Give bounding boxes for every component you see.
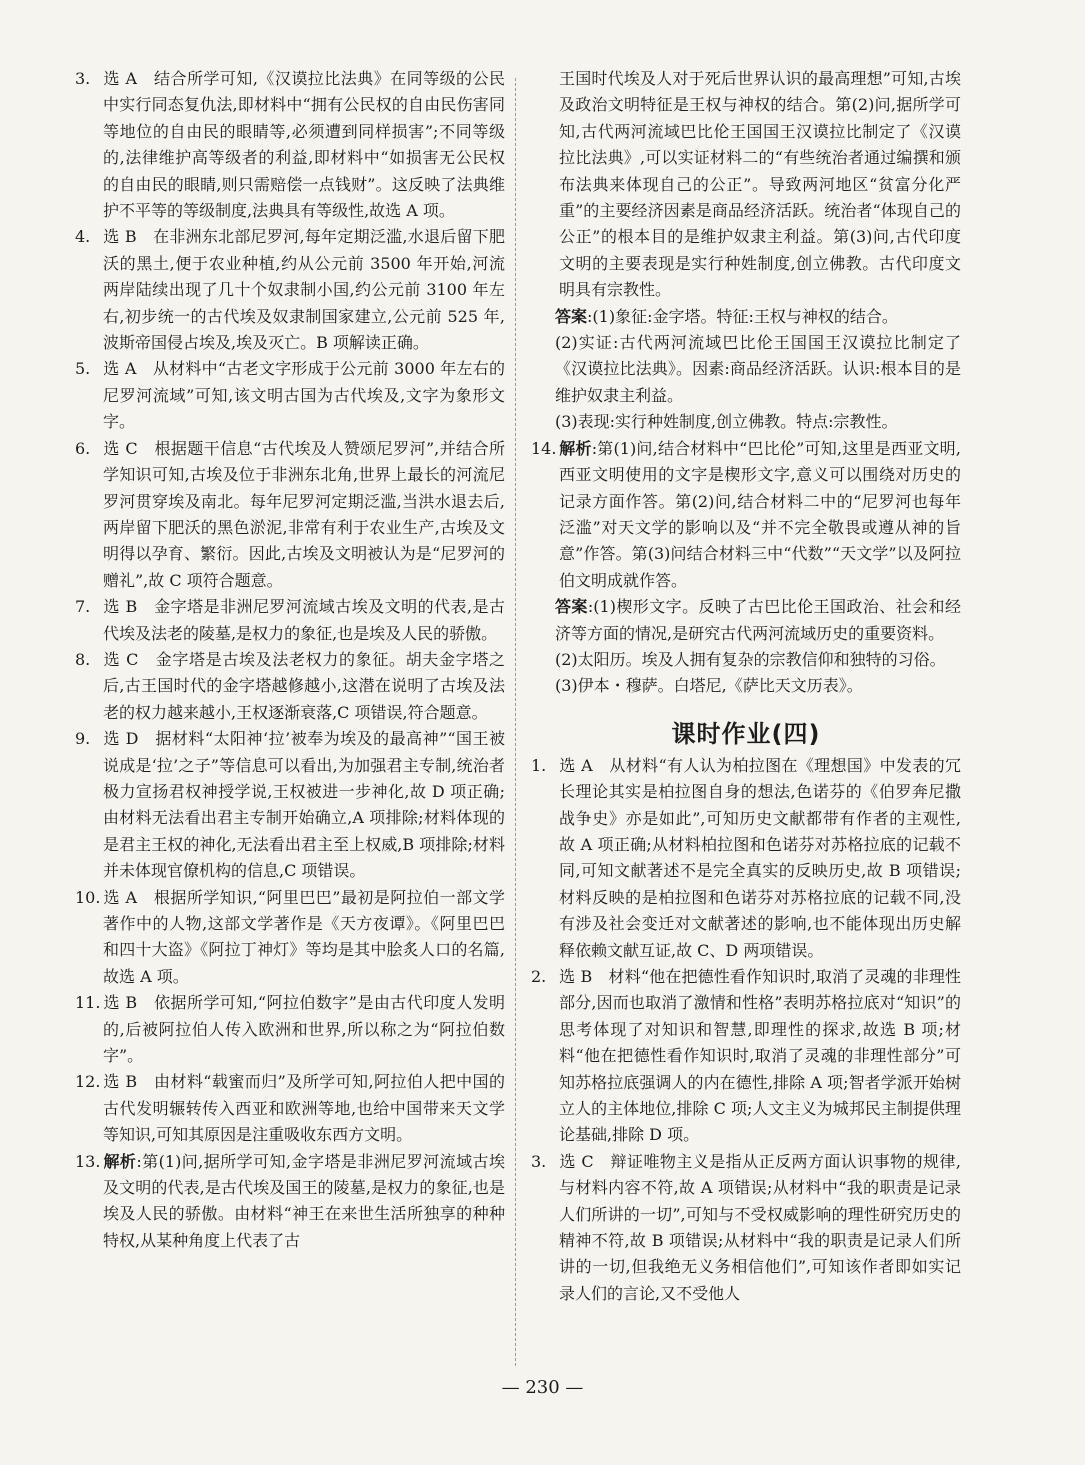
item-text: 选 C 辩证唯物主义是指从正反两方面认识事物的规律,与材料内容不符,故 A 项错误;从材料中“我的职责是记录人们所讲的一切”,可知与不受权威影响的理性研究历史的精神不符,故 B 项错误;从材料中“我的职责是记录人们所讲的一切,但我绝无义务相信他们”,可知该作者即如实记录人们的言论,又不受他人 bbox=[559, 1151, 961, 1303]
column-divider bbox=[515, 78, 516, 1366]
section-title: 课时作业(四) bbox=[671, 719, 821, 748]
answer-item-4 bbox=[75, 224, 505, 356]
answer-item-6 bbox=[75, 436, 505, 594]
item-number: 3. bbox=[531, 1151, 547, 1171]
item-number: 4. bbox=[75, 227, 91, 247]
item-text: 选 B 材料“他在把德性看作知识时,取消了灵魂的非理性部分,因而也取消了激情和性格”表明苏格拉底对“知识”的思考体现了对知识和智慧,即理性的探求,故选 B 项;材料“他在把德性看作知识时,取消了灵魂的非理性部分”可知苏格拉底强调人的内在德性,排除 A 项;智者学派开始树立人的主体地位,排除 C 项;人文主义为城邦民主制提供理论基础,排除 D 项。 bbox=[559, 967, 961, 1145]
item-number: 1. bbox=[531, 755, 547, 775]
answer-13-line-3: (3)表现:实行种姓制度,创立佛教。特点:宗教性。 bbox=[555, 412, 898, 432]
answer-item-7 bbox=[75, 594, 505, 647]
left-column bbox=[75, 66, 505, 1254]
item-text: 选 C 金字塔是古埃及法老权力的象征。胡夫金字塔之后,古王国时代的金字塔越修越小,这潜在说明了古埃及法老的权力越来越小,王权逐渐衰落,C 项错误,符合题意。 bbox=[103, 649, 505, 722]
item-text: 选 B 金字塔是非洲尼罗河流域古埃及文明的代表,是古代埃及法老的陵墓,是权力的象征,也是埃及人民的骄傲。 bbox=[103, 597, 505, 643]
item-text: 选 A 从材料中“古老文字形成于公元前 3000 年左右的尼罗河流域”可知,该文明古国为古代埃及,文字为象形文字。 bbox=[103, 359, 505, 432]
item-text: :第(1)问,结合材料中“巴比伦”可知,这里是西亚文明,西亚文明使用的文字是楔形文字,意义可以围绕对历史的记录方面作答。第(2)问,结合材料二中的“尼罗河也每年泛滥”对天文学的影响以及“并不完全敬畏或遵从神的旨意”作答。第(3)问结合材料三中“代数”“天文学”以及阿拉伯文明成就作答。 bbox=[559, 438, 961, 590]
item-number: 8. bbox=[75, 649, 91, 669]
answer-item-14 bbox=[531, 436, 961, 594]
answer-13-line-2: (2)实证:古代两河流域巴比伦王国国王汉谟拉比制定了《汉谟拉比法典》。因素:商品经济活跃。认识:根本目的是维护奴隶主利益。 bbox=[555, 333, 961, 405]
answer-item-13-continued: 王国时代埃及人对于死后世界认识的最高理想”可知,古埃及政治文明特征是王权与神权的结合。第(2)问,据所学可知,古代两河流域巴比伦王国国王汉谟拉比制定了《汉谟拉比法典》,可以实证材料二的“有些统治者通过编撰和颁布法典来体现自己的公正”。导致两河地区“贫富分化严重”的主要经济因素是商品经济活跃。统治者“体现自己的公正”的根本目的是维护奴隶主利益。第(3)问,古代印度文明的主要表现是实行种姓制度,创立佛教。古代印度文明具有宗教性。 bbox=[559, 69, 961, 300]
item-number: 13. bbox=[75, 1151, 101, 1171]
item-text: 选 B 由材料“载蜜而归”及所学可知,阿拉伯人把中国的古代发明辗转传入西亚和欧洲等地,也给中国带来天文学等知识,可知其原因是注重吸收东西方文明。 bbox=[103, 1072, 505, 1145]
item-number: 14. bbox=[531, 438, 557, 458]
answer-item-9 bbox=[75, 726, 505, 884]
item-number: 9. bbox=[75, 729, 91, 749]
page-number: — 230 — bbox=[501, 1377, 584, 1398]
item-text: 选 B 依据所学可知,“阿拉伯数字”是由古代印度人发明的,后被阿拉伯人传入欧洲和世界,所以称之为“阿拉伯数字”。 bbox=[103, 993, 505, 1066]
item-number: 6. bbox=[75, 438, 91, 458]
item-number: 3. bbox=[75, 69, 91, 88]
item-text: 选 A 根据所学知识,“阿里巴巴”最初是阿拉伯一部文学著作中的人物,这部文学著作是《天方夜谭》。《阿里巴巴和四十大盗》《阿拉丁神灯》等均是其中脍炙人口的名篇,故选 A 项。 bbox=[103, 887, 505, 986]
analysis-label: 解析 bbox=[559, 438, 592, 458]
item-text: 选 C 根据题干信息“古代埃及人赞颂尼罗河”,并结合所学知识可知,古埃及位于非洲东北角,世界上最长的河流尼罗河贯穿埃及南北。每年尼罗河定期泛滥,当洪水退去后,两岸留下肥沃的黑色淤泥,非常有利于农业生产,古埃及文明得以孕育、繁衍。因此,古埃及文明被认为是“尼罗河的赠礼”,故 C 项符合题意。 bbox=[103, 438, 505, 590]
item-number: 7. bbox=[75, 597, 91, 617]
homework-item-3 bbox=[531, 1149, 961, 1307]
item-text: :第(1)问,据所学可知,金字塔是非洲尼罗河流域古埃及文明的代表,是古代埃及国王的陵墓,是权力的象征,也是埃及人民的骄傲。由材料“神王在来世生活所独享的种种特权,从某种角度上代表了古 bbox=[103, 1151, 505, 1250]
item-number: 11. bbox=[75, 993, 101, 1013]
homework-item-1 bbox=[531, 753, 961, 964]
answer-item-10 bbox=[75, 885, 505, 991]
answer-14-line-2: (2)太阳历。埃及人拥有复杂的宗教信仰和独特的习俗。 bbox=[555, 649, 946, 669]
answer-item-3 bbox=[75, 66, 505, 224]
answer-item-5 bbox=[75, 356, 505, 435]
item-text: 选 A 从材料“有人认为柏拉图在《理想国》中发表的冗长理论其实是柏拉图自身的想法,色诺芬的《伯罗奔尼撒战争史》亦是如此”,可知历史文献都带有作者的主观性,故 A 项正确;从材料柏拉图和色诺芬对苏格拉底的记载不同,可知文献著述不是完全真实的反映历史,故 B 项错误;材料反映的是柏拉图和色诺芬对苏格拉底的记载不同,没有涉及社会变迁对文献著述的影响,也不能体现出历史解释依赖文献互证,故 C、D 两项错误。 bbox=[559, 755, 961, 960]
answer-item-11 bbox=[75, 990, 505, 1069]
item-number: 12. bbox=[75, 1072, 101, 1092]
right-column bbox=[531, 66, 961, 1307]
item-text: 选 D 据材料“太阳神‘拉’被奉为埃及的最高神”“国王被说成是‘拉’之子”等信息可以看出,为加强君主专制,统治者极力宣扬君权神授学说,王权被进一步神化,故 D 项正确;由材料无法看出君主专制开始确立,A 项排除;材料体现的是君主王权的神化,无法看出君主至上权威,B 项排除;材料并未体现官僚机构的信息,C 项错误。 bbox=[103, 729, 505, 881]
item-number: 10. bbox=[75, 887, 101, 907]
item-text: 选 A 结合所学可知,《汉谟拉比法典》在同等级的公民中实行同态复仇法,即材料中“拥有公民权的自由民伤害同等地位的自由民的眼睛等,必须遭到同样损害”;不同等级的,法律维护高等级者的利益,即材料中“如损害无公民权的自由民的眼睛,则只需赔偿一点钱财”。这反映了法典维护不平等的等级制度,法典具有等级性,故选 A 项。 bbox=[103, 69, 505, 221]
item-number: 2. bbox=[531, 967, 547, 986]
answer-text: :(1)楔形文字。反映了古巴比伦王国政治、社会和经济等方面的情况,是研究古代两河流域历史的重要资料。 bbox=[555, 597, 961, 643]
answer-14-line-1 bbox=[531, 594, 961, 647]
analysis-label: 解析 bbox=[103, 1151, 137, 1171]
answer-item-8 bbox=[75, 647, 505, 726]
answer-14-line-3: (3)伊本・穆萨。白塔尼,《萨比天文历表》。 bbox=[555, 676, 863, 696]
answer-label: 答案 bbox=[555, 306, 588, 326]
homework-item-2 bbox=[531, 964, 961, 1149]
answer-label: 答案 bbox=[555, 597, 588, 617]
answer-item-12 bbox=[75, 1069, 505, 1148]
answer-13-line-1 bbox=[531, 304, 961, 330]
item-number: 5. bbox=[75, 359, 91, 379]
item-text: 选 B 在非洲东北部尼罗河,每年定期泛滥,水退后留下肥沃的黑土,便于农业种植,约从公元前 3500 年开始,河流两岸陆续出现了几十个奴隶制小国,约公元前 3100 年左右,初步统一的古代埃及奴隶制国家建立,公元前 525 年,波斯帝国侵占埃及,埃及灭亡。B 项解读正确。 bbox=[103, 227, 505, 353]
answer-item-13 bbox=[75, 1149, 505, 1255]
answer-text: :(1)象征:金字塔。特征:王权与神权的结合。 bbox=[587, 306, 898, 326]
